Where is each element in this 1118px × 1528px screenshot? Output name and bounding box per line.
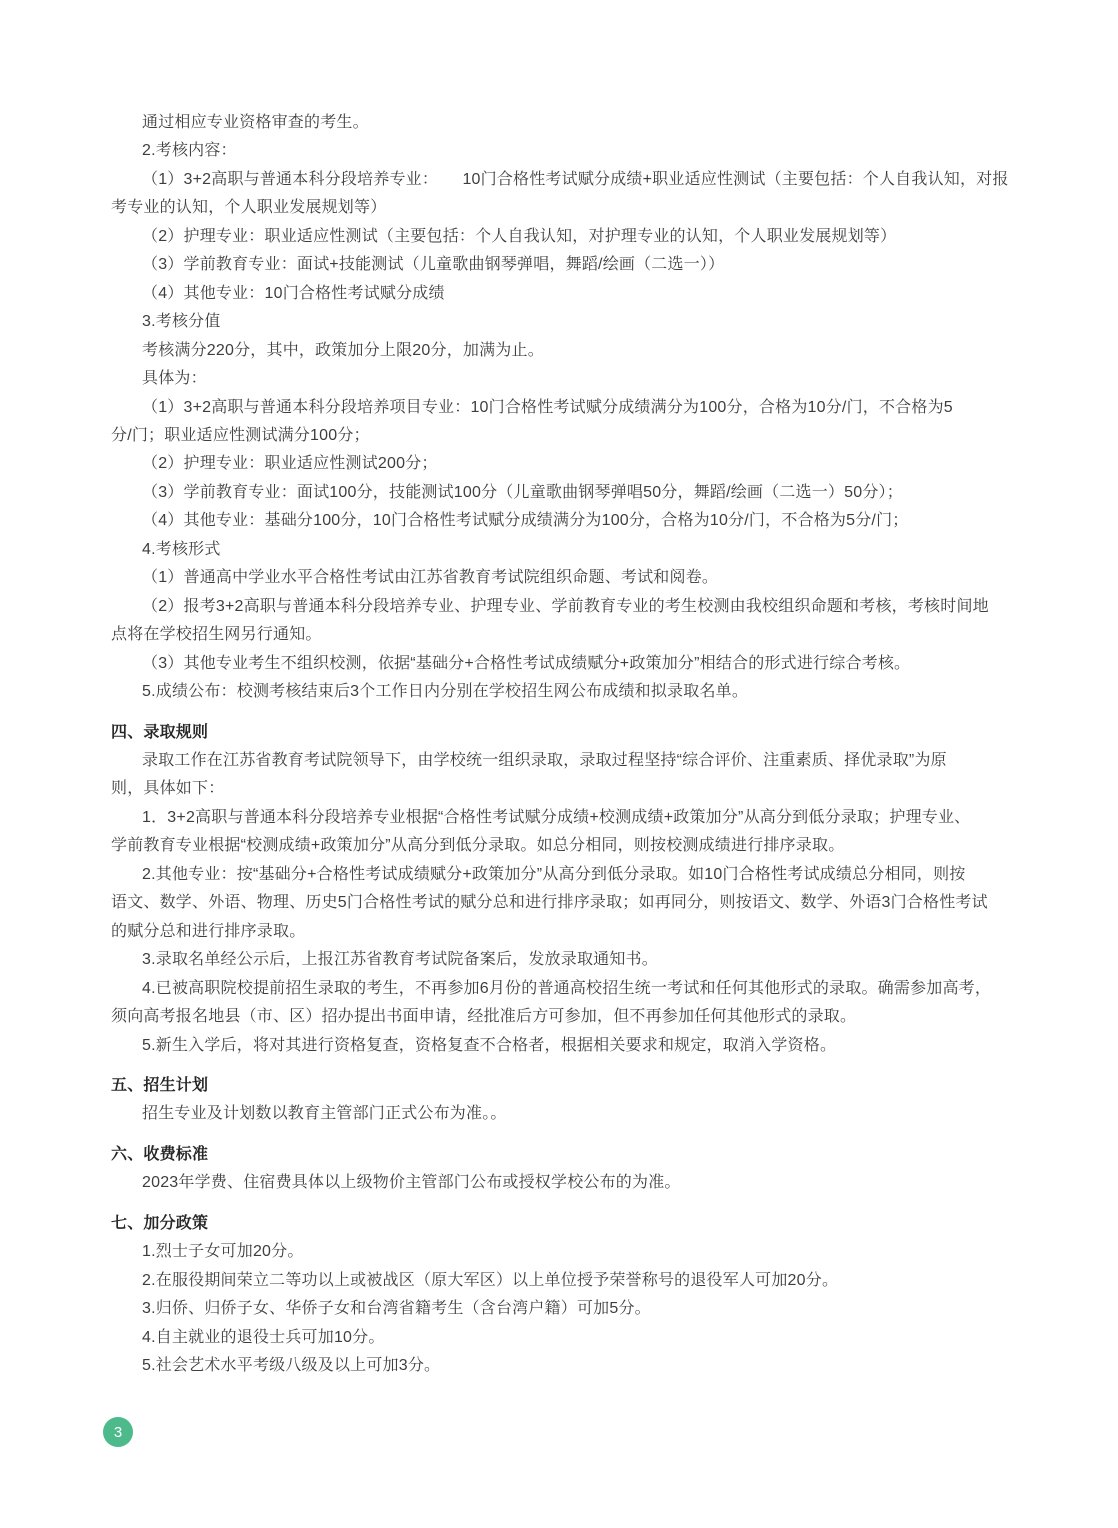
text-line: 语文、数学、外语、物理、历史5门合格性考试的赋分总和进行排序录取；如再同分，则按语文、数学、外语3门合格性考试 xyxy=(111,894,988,912)
text-line: 学前教育专业根据“校测成绩+政策加分”从高分到低分录取。如总分相同，则按校测成绩进行排序录取。 xyxy=(111,837,845,855)
text-line: （2）护理专业：职业适应性测试200分； xyxy=(142,455,438,473)
text-line: 1．3+2高职与普通本科分段培养专业根据“合格性考试赋分成绩+校测成绩+政策加分”从高分到低分录取；护理专业、 xyxy=(142,808,971,826)
text-line: 3.归侨、归侨子女、华侨子女和台湾省籍考生（含台湾户籍）可加5分。 xyxy=(142,1300,651,1318)
text-line: 3.考核分值 xyxy=(142,313,221,331)
text-line: 录取工作在江苏省教育考试院领导下，由学校统一组织录取，录取过程坚持“综合评价、注重素质、择优录取”为原 xyxy=(142,751,947,769)
document-content xyxy=(111,109,1011,1380)
text-line: 1.烈士子女可加20分。 xyxy=(142,1243,304,1261)
text-line: （2）护理专业：职业适应性测试（主要包括：个人自我认知，对护理专业的认知，个人职业发展规划等） xyxy=(142,227,897,245)
text-line: （4）其他专业：基础分100分，10门合格性考试赋分成绩满分为100分，合格为10分/门，不合格为5分/门； xyxy=(142,512,909,530)
text-line: 分/门；职业适应性测试满分100分； xyxy=(111,426,370,444)
text-line: 2023年学费、住宿费具体以上级物价主管部门公布或授权学校公布的为准。 xyxy=(142,1174,681,1192)
text-line: 3.录取名单经公示后，上报江苏省教育考试院备案后，发放录取通知书。 xyxy=(142,951,658,969)
text-line: 的赋分总和进行排序录取。 xyxy=(111,922,306,940)
page-number: 3 xyxy=(113,1423,123,1441)
text-line: 通过相应专业资格审查的考生。 xyxy=(142,114,369,131)
text-line: 4.自主就业的退役士兵可加10分。 xyxy=(142,1328,385,1346)
text-line: 5.社会艺术水平考级八级及以上可加3分。 xyxy=(142,1357,441,1375)
text-line: 点将在学校招生网另行通知。 xyxy=(111,626,322,644)
text-line: （3）其他专业考生不组织校测，依据“基础分+合格性考试成绩赋分+政策加分”相结合的形式进行综合考核。 xyxy=(142,654,911,672)
text-line: （1）3+2高职与普通本科分段培养项目专业：10门合格性考试赋分成绩满分为100分，合格为10分/门，不合格为5 xyxy=(142,398,953,416)
text-line: （2）报考3+2高职与普通本科分段培养专业、护理专业、学前教育专业的考生校测由我校组织命题和考核，考核时间地 xyxy=(142,597,989,615)
section-heading: 七、加分政策 xyxy=(111,1214,209,1232)
text-line: 具体为： xyxy=(142,370,207,388)
text-line: 5.新生入学后，将对其进行资格复查，资格复查不合格者，根据相关要求和规定，取消入学资格。 xyxy=(142,1036,837,1054)
text-line: 考核满分220分，其中，政策加分上限20分，加满为止。 xyxy=(142,341,544,359)
text-line: 则，具体如下： xyxy=(111,780,225,798)
text-line: （1）3+2高职与普通本科分段培养专业： 10门合格性考试赋分成绩+职业适应性测试（主要包括：个人自我认知，对报 xyxy=(142,170,1009,188)
text-line: （3）学前教育专业：面试+技能测试（儿童歌曲钢琴弹唱，舞蹈/绘画（二选一）） xyxy=(142,256,725,274)
text-line: （4）其他专业：10门合格性考试赋分成绩 xyxy=(142,284,445,302)
text-line: 2.考核内容： xyxy=(142,142,237,160)
text-line: 2.其他专业：按“基础分+合格性考试成绩赋分+政策加分”从高分到低分录取。如10门合格性考试成绩总分相同，则按 xyxy=(142,865,966,883)
text-line: 招生专业及计划数以教育主管部门正式公布为准。。 xyxy=(142,1105,507,1123)
page-number-badge xyxy=(103,1417,133,1447)
text-line: 2.在服役期间荣立二等功以上或被战区（原大军区）以上单位授予荣誉称号的退役军人可加20分。 xyxy=(142,1271,839,1289)
text-line: 考专业的认知，个人职业发展规划等） xyxy=(111,199,387,217)
text-line: （1）普通高中学业水平合格性考试由江苏省教育考试院组织命题、考试和阅卷。 xyxy=(142,569,719,587)
text-line: 须向高考报名地县（市、区）招办提出书面申请，经批准后方可参加，但不再参加任何其他形式的录取。 xyxy=(111,1008,857,1026)
text-line: 4.已被高职院校提前招生录取的考生，不再参加6月份的普通高校招生统一考试和任何其他形式的录取。确需参加高考， xyxy=(142,979,992,997)
section-heading: 四、录取规则 xyxy=(111,723,209,741)
text-line: （3）学前教育专业：面试100分，技能测试100分（儿童歌曲钢琴弹唱50分，舞蹈/绘画（二选一）50分）； xyxy=(142,483,903,501)
text-line: 4.考核形式 xyxy=(142,540,221,558)
section-heading: 五、招生计划 xyxy=(111,1076,209,1094)
text-line: 5.成绩公布：校测考核结束后3个工作日内分别在学校招生网公布成绩和拟录取名单。 xyxy=(142,683,749,701)
section-heading: 六、收费标准 xyxy=(111,1145,209,1163)
